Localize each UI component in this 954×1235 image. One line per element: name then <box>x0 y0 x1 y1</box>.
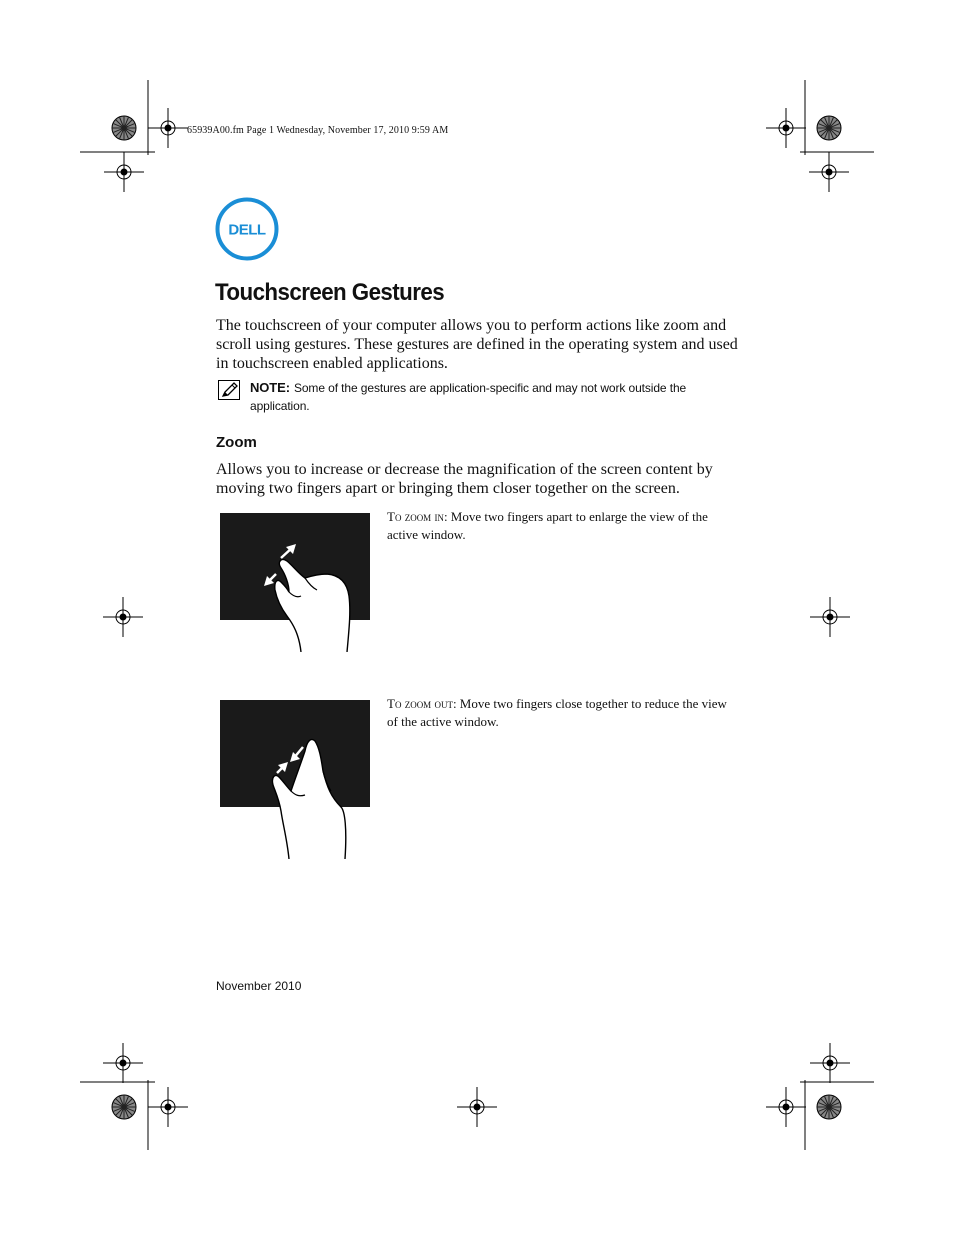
dell-logo <box>215 197 279 261</box>
registration-cross-mark <box>103 1043 143 1083</box>
registration-cross-mark <box>103 597 143 637</box>
zoom-out-text: : Move two fingers close together to reduce the view of the active window. <box>387 696 727 729</box>
zoom-out-caption <box>387 695 737 730</box>
zoom-in-text: : Move two fingers apart to enlarge the view of the active window. <box>387 509 708 542</box>
zoom-in-label: To zoom in <box>387 509 444 524</box>
footer-date: November 2010 <box>216 979 302 993</box>
zoom-out-label: To zoom out <box>387 696 453 711</box>
registration-star-mark <box>817 116 841 140</box>
registration-cross-mark <box>810 597 850 637</box>
registration-cross-mark <box>104 152 144 192</box>
registration-cross-mark <box>810 1043 850 1083</box>
registration-star-mark <box>817 1095 841 1119</box>
zoom-in-gesture-illustration <box>219 512 371 652</box>
registration-cross-mark <box>766 108 806 148</box>
zoom-description: Allows you to increase or decrease the magnification of the screen content by moving two fingers apart or bringing them closer together on the screen. <box>216 461 713 497</box>
zoom-out-gesture-illustration <box>219 699 371 859</box>
svg-text:DELL: DELL <box>228 221 266 239</box>
page-title: Touchscreen Gestures <box>215 279 445 306</box>
pencil-note-icon <box>218 380 240 400</box>
registration-cross-mark <box>809 152 849 192</box>
note-label: NOTE: <box>250 380 290 395</box>
note-text: Some of the gestures are application-specific and may not work outside the application. <box>250 381 687 413</box>
registration-cross-mark <box>766 1087 806 1127</box>
registration-cross-mark <box>148 1087 188 1127</box>
file-info-header: 65939A00.fm Page 1 Wednesday, November 17, 2010 9:59 AM <box>187 125 449 136</box>
registration-cross-mark <box>148 108 188 148</box>
note-text-block <box>250 379 720 415</box>
registration-star-mark <box>112 1095 136 1119</box>
registration-star-mark <box>112 116 136 140</box>
zoom-heading: Zoom <box>216 434 257 451</box>
registration-cross-mark <box>457 1087 497 1127</box>
intro-paragraph: The touchscreen of your computer allows you to perform actions like zoom and scroll using gestures. These gestures are defined in the operating system and used in touchscreen enabled applications. <box>216 317 738 372</box>
zoom-in-caption <box>387 508 737 543</box>
